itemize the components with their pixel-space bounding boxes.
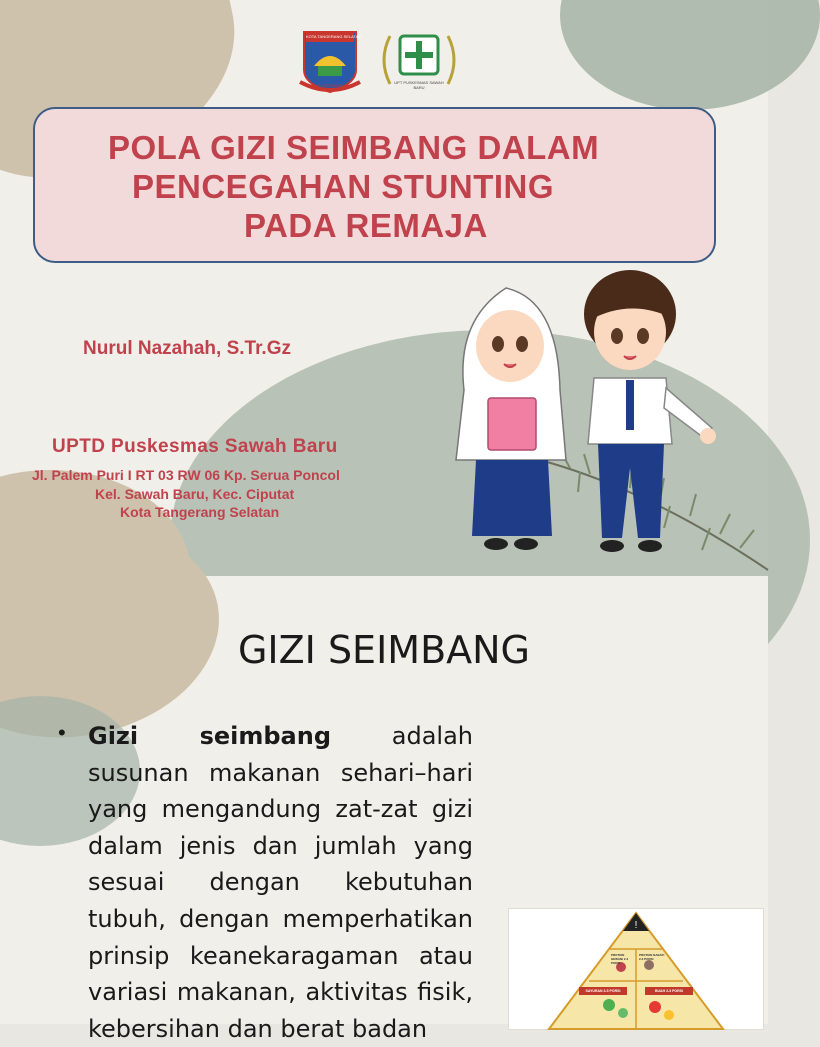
title-line-3: PADA REMAJA — [244, 207, 488, 244]
pyramid-label-protein-hewani: PROTEIN HEWANI 2-3 PORSI — [611, 953, 629, 965]
bullet-body-text: adalah susunan makanan sehari–hari yang mengandung zat-zat gizi dalam jenis dan jumlah yang sesuai dengan kebutuhan tubuh, dengan memperhatikan prinsip keanekaragaman atau variasi makanan, aktivitas fisik, kebersihan dan berat badan — [88, 722, 473, 1043]
address-line-1: Jl. Palem Puri I RT 03 RW 06 Kp. Serua Poncol — [32, 467, 340, 483]
food-pyramid-image — [508, 908, 764, 1030]
city-logo-text-bottom: CERDAS MODERN RELIGIUS — [305, 84, 355, 88]
student-boy-illustration — [580, 268, 718, 558]
title-line-1: POLA GIZI SEIMBANG DALAM — [108, 129, 600, 166]
pyramid-label-sayuran: SAYURAN 3-5 PORSI — [585, 989, 621, 993]
bullet-paragraph — [88, 718, 473, 1047]
puskesmas-logo — [376, 22, 462, 98]
student-girl-illustration — [456, 280, 566, 555]
title-line-2: PENCEGAHAN STUNTING — [132, 168, 555, 205]
city-logo — [296, 26, 364, 96]
pyramid-label-protein-nabati: PROTEIN NABATI 2-3 PORSI — [639, 953, 665, 961]
slide-title: GIZI SEIMBANG — [237, 628, 531, 672]
author-name: Nurul Nazahah, S.Tr.Gz — [83, 338, 291, 359]
bullet-icon: • — [58, 720, 66, 745]
address-line-3: Kota Tangerang Selatan — [120, 504, 280, 520]
sage-blob-top-right — [560, 0, 820, 110]
svg-text:!: ! — [634, 920, 638, 931]
organization-name: UPTD Puskesmas Sawah Baru — [52, 436, 338, 457]
puskesmas-logo-text: UPT PUSKESMAS SAWAH BARU — [394, 80, 444, 90]
pyramid-label-buah: BUAH 2-3 PORSI — [654, 989, 683, 993]
city-logo-text-top: KOTA TANGERANG SELATAN — [306, 34, 362, 39]
bullet-bold-term: Gizi seimbang — [88, 722, 332, 750]
address-line-2: Kel. Sawah Baru, Kec. Ciputat — [95, 486, 295, 502]
